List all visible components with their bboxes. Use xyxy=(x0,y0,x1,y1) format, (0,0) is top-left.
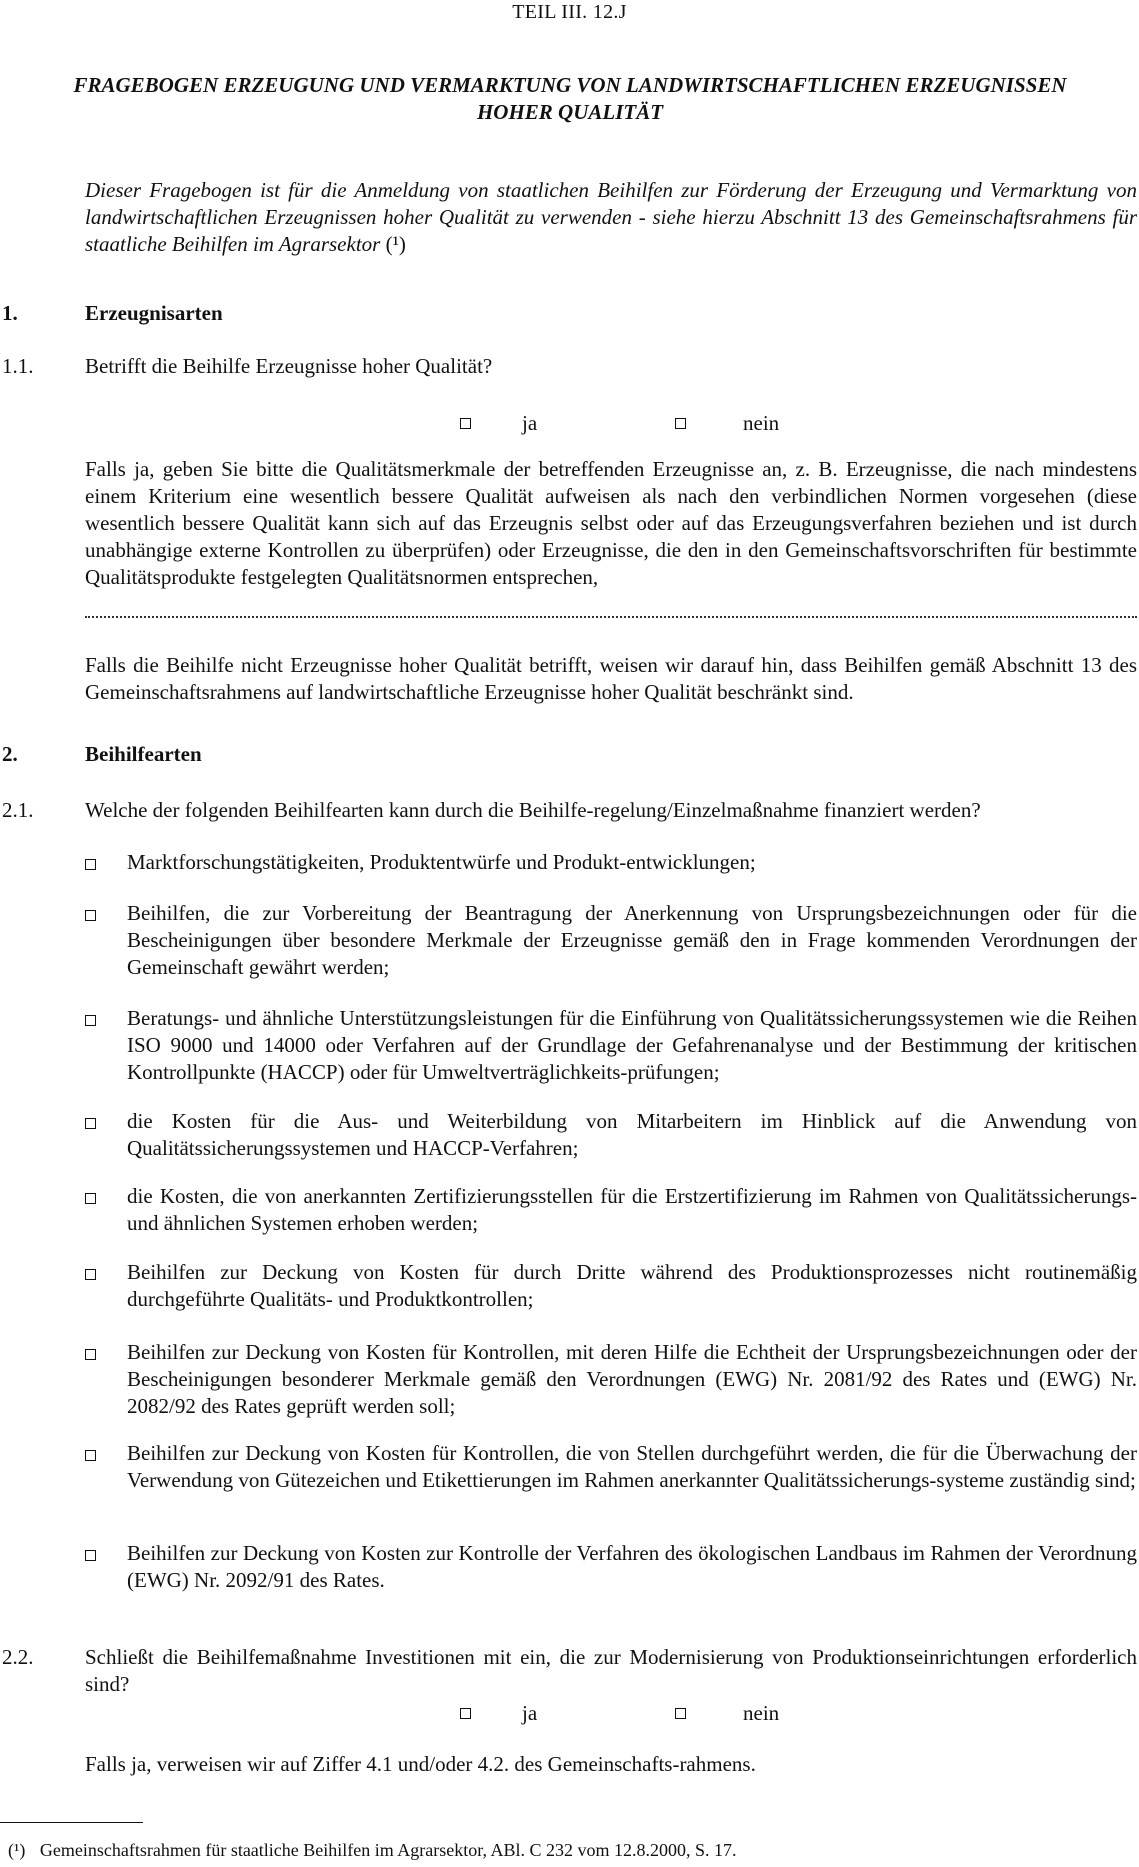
aid-type-item[interactable] xyxy=(85,849,1137,876)
aid-type-checkbox[interactable] xyxy=(85,1450,96,1461)
question-2-1-text: Welche der folgenden Beihilfearten kann durch die Beihilfe-regelung/Einzelmaßnahme finanziert werden? xyxy=(85,798,981,822)
aid-type-label: die Kosten für die Aus- und Weiterbildung von Mitarbeitern im Hinblick auf die Anwendung von Qualitätssicherungssystemen und HACCP-Verfahren; xyxy=(127,1109,1137,1160)
q22-yes-option[interactable] xyxy=(460,1700,537,1727)
question-2-2-text: Schließt die Beihilfemaßnahme Investitionen mit ein, die zur Modernisierung von Produktionseinrichtungen erforderlich sind? xyxy=(85,1645,1137,1696)
section-1-title: Erzeugnisarten xyxy=(85,301,223,325)
section-2-title: Beihilfearten xyxy=(85,742,202,766)
footnote-text: Gemeinschaftsrahmen für staatliche Beihilfen im Agrarsektor, ABl. C 232 vom 12.8.2000, S. 17. xyxy=(39,1840,737,1860)
aid-type-checkbox[interactable] xyxy=(85,1193,96,1204)
aid-type-label: Beihilfen zur Deckung von Kosten für Kontrollen, mit deren Hilfe die Echtheit der Ursprungsbezeichnungen oder der Bescheinigungen besonderer Merkmale gemäß den Verordnungen (EWG) Nr. 2081/92 des Rates und (EWG) Nr. 2082/92 des Rates geprüft werden soll; xyxy=(127,1340,1137,1418)
footnote xyxy=(8,1838,1128,1862)
aid-type-label: Beihilfen zur Deckung von Kosten für Kontrollen, die von Stellen durchgeführt werden, die für die Überwachung der Verwendung von Gütezeichen und Etikettierungen im Rahmen anerkannter Qualitätssicherungs-systeme zuständig sind; xyxy=(127,1441,1137,1492)
aid-type-label: Beihilfen zur Deckung von Kosten für durch Dritte während des Produktionsprozesses nicht routinemäßig durchgeführte Qualitäts- und Produktkontrollen; xyxy=(127,1260,1137,1311)
aid-type-label: die Kosten, die von anerkannten Zertifizierungsstellen für die Erstzertifizierung im Rahmen von Qualitätssicherungs- und ähnlichen Systemen erhoben werden; xyxy=(127,1184,1137,1235)
aid-type-checkbox[interactable] xyxy=(85,910,96,921)
q11-yes-checkbox[interactable] xyxy=(460,418,471,429)
footnote-separator xyxy=(0,1822,143,1823)
aid-type-item[interactable] xyxy=(85,900,1137,981)
intro-text: Dieser Fragebogen ist für die Anmeldung von staatlichen Beihilfen zur Förderung der Erzeugung und Vermarktung von landwirtschaftlichen Erzeugnissen hoher Qualität zu verwenden - siehe hierzu Abschnitt 13 des Gemeinschaftsrahmens für staatliche Beihilfen im Agrarsektor xyxy=(85,178,1137,256)
question-2-2-number: 2.2. xyxy=(2,1645,34,1669)
footnote-mark: (¹) xyxy=(8,1840,26,1860)
section-1-number: 1. xyxy=(2,301,18,325)
aid-type-checkbox[interactable] xyxy=(85,1118,96,1129)
page-header: TEIL III. 12.J xyxy=(512,1,627,23)
question-1-1-number: 1.1. xyxy=(2,354,34,378)
aid-type-checkbox[interactable] xyxy=(85,859,96,870)
section-2-number: 2. xyxy=(2,742,18,766)
aid-type-item[interactable] xyxy=(85,1183,1137,1237)
aid-type-item[interactable] xyxy=(85,1339,1137,1420)
aid-type-item[interactable] xyxy=(85,1440,1137,1494)
title-line-2: HOHER QUALITÄT xyxy=(476,100,664,124)
q11-yes-label: ja xyxy=(522,411,538,435)
q22-yes-checkbox[interactable] xyxy=(460,1708,471,1719)
q22-yes-label: ja xyxy=(522,1701,538,1725)
aid-type-checkbox[interactable] xyxy=(85,1015,96,1026)
intro-footnote-ref: (¹) xyxy=(385,232,406,256)
q22-no-label: nein xyxy=(743,1701,780,1725)
aid-type-item[interactable] xyxy=(85,1005,1137,1086)
document-title xyxy=(20,72,1120,126)
q22-no-option[interactable] xyxy=(675,1700,779,1727)
q22-no-checkbox[interactable] xyxy=(675,1708,686,1719)
aid-type-checkbox[interactable] xyxy=(85,1550,96,1561)
q11-yes-option[interactable] xyxy=(460,410,537,437)
aid-type-item[interactable] xyxy=(85,1108,1137,1162)
q11-explanation: Falls ja, geben Sie bitte die Qualitätsmerkmale der betreffenden Erzeugnisse an, z. B. Erzeugnisse, die nach mindestens einem Kriterium eine wesentlich bessere Qualität aufweisen als nach den verbindlichen Normen vorgesehen (diese wesentlich bessere Qualität kann sich auf das Erzeugnis selbst oder auf das Erzeugungsverfahren beziehen und ist durch unabhängige externe Kontrollen zu überprüfen) oder Erzeugnisse, die den in den Gemeinschaftsvorschriften für bestimmte Qualitätsprodukte festgelegten Qualitätsnormen entsprechen, xyxy=(85,457,1137,589)
q22-note: Falls ja, verweisen wir auf Ziffer 4.1 und/oder 4.2. des Gemeinschafts-rahmens. xyxy=(85,1752,756,1776)
question-1-1-text: Betrifft die Beihilfe Erzeugnisse hoher Qualität? xyxy=(85,354,493,378)
q11-no-checkbox[interactable] xyxy=(675,418,686,429)
title-line-1: FRAGEBOGEN ERZEUGUNG UND VERMARKTUNG VON LANDWIRTSCHAFTLICHEN ERZEUGNISSEN xyxy=(73,73,1067,97)
aid-type-label: Beihilfen zur Deckung von Kosten zur Kontrolle der Verfahren des ökologischen Landbaus im Rahmen der Verordnung (EWG) Nr. 2092/91 des Rates. xyxy=(127,1541,1137,1592)
aid-type-label: Beihilfen, die zur Vorbereitung der Beantragung der Anerkennung von Ursprungsbezeichnungen oder für die Bescheinigungen über besondere Merkmale der Erzeugnisse gemäß den in Frage kommenden Verordnungen der Gemeinschaft gewährt werden; xyxy=(127,901,1137,979)
aid-type-label: Marktforschungstätigkeiten, Produktentwürfe und Produkt-entwicklungen; xyxy=(127,850,756,874)
aid-type-checkbox[interactable] xyxy=(85,1269,96,1280)
aid-type-label: Beratungs- und ähnliche Unterstützungsleistungen für die Einführung von Qualitätssicherungssystemen wie die Reihen ISO 9000 und 14000 oder Verfahren auf der Grundlage der Gefahrenanalyse und der Bestimmung der kritischen Kontrollpunkte (HACCP) oder für Umweltverträglichkeits-prüfungen; xyxy=(127,1006,1137,1084)
q11-limitation-note: Falls die Beihilfe nicht Erzeugnisse hoher Qualität betrifft, weisen wir darauf hin, dass Beihilfen gemäß Abschnitt 13 des Gemeinschaftsrahmens auf landwirtschaftliche Erzeugnisse hoher Qualität beschränkt sind. xyxy=(85,653,1137,704)
answer-dotted-line[interactable] xyxy=(85,612,1137,618)
q11-no-option[interactable] xyxy=(675,410,779,437)
question-2-1-number: 2.1. xyxy=(2,798,34,822)
aid-type-checkbox[interactable] xyxy=(85,1349,96,1360)
q11-no-label: nein xyxy=(743,411,780,435)
aid-type-item[interactable] xyxy=(85,1540,1137,1594)
intro-paragraph xyxy=(85,177,1137,258)
aid-type-item[interactable] xyxy=(85,1259,1137,1313)
